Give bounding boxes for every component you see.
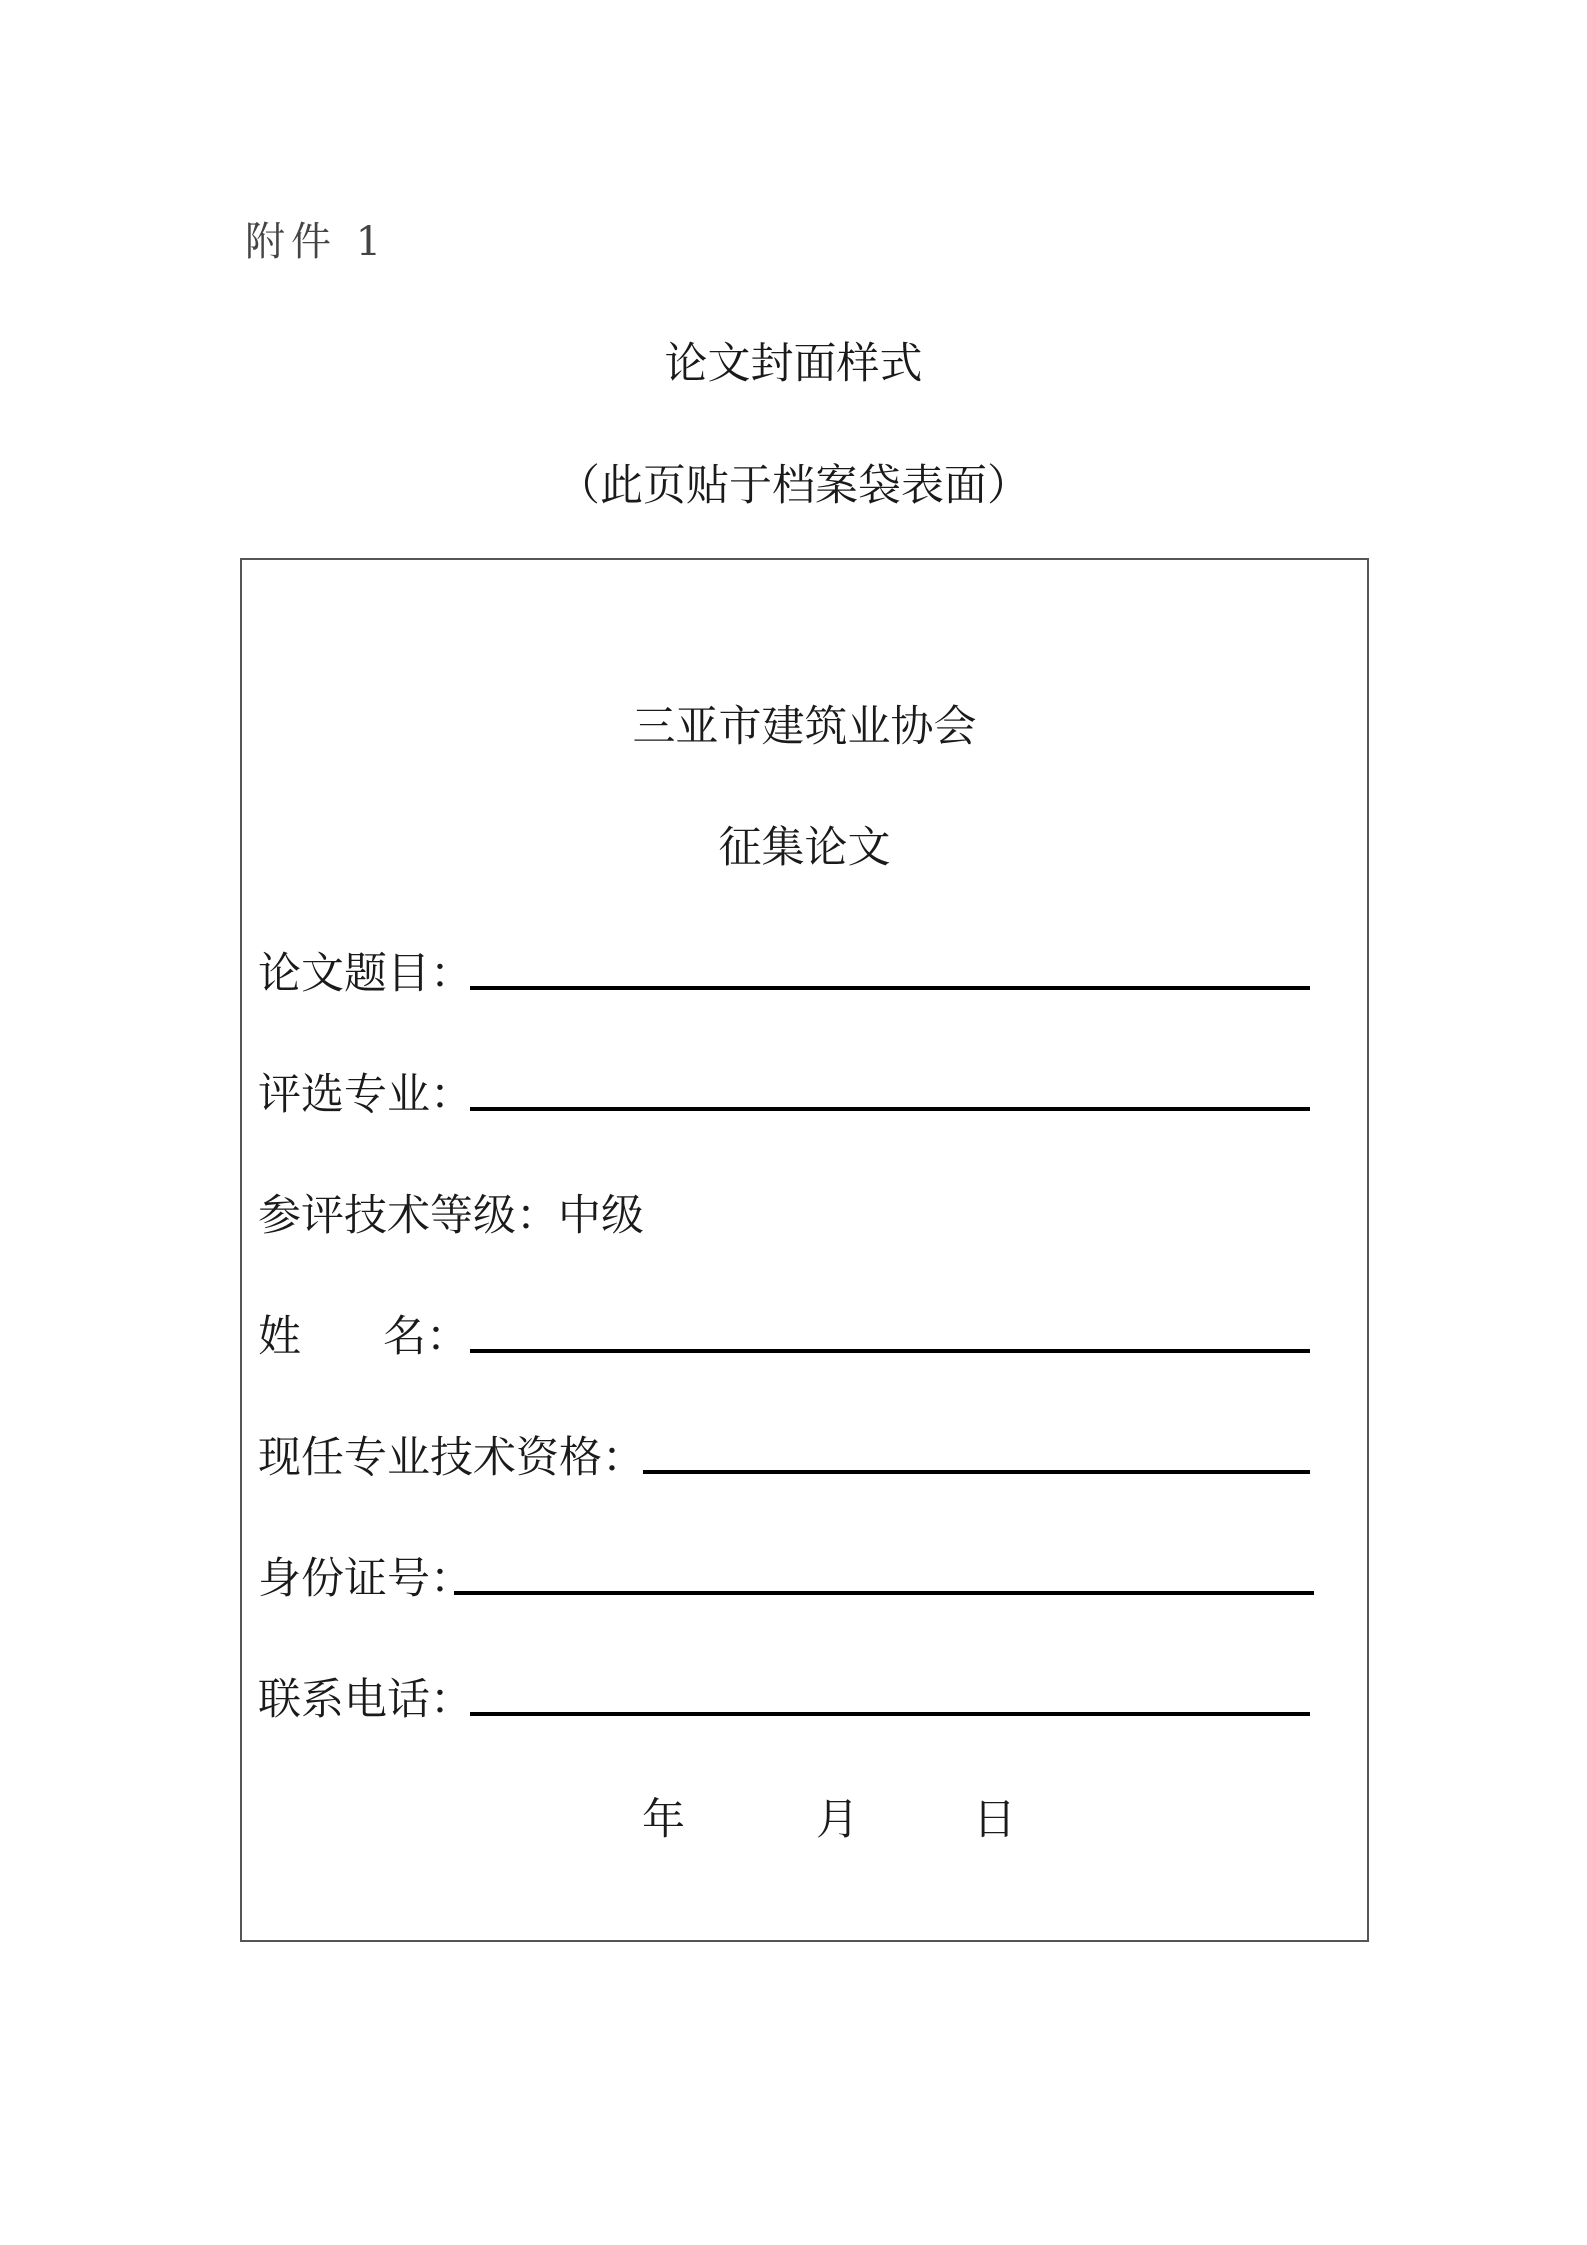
attachment-label: 附件 1 xyxy=(245,219,388,265)
field-label: 论文题目： xyxy=(258,949,473,999)
organization-name: 三亚市建筑业协会 xyxy=(632,702,977,752)
field-label: 参评技术等级： xyxy=(258,1191,559,1241)
date-year-label: 年 xyxy=(642,1795,685,1845)
qualification-input-line[interactable] xyxy=(643,1470,1310,1474)
field-id-number xyxy=(258,1545,1358,1605)
phone-input-line[interactable] xyxy=(470,1712,1310,1716)
specialty-input-line[interactable] xyxy=(470,1107,1310,1111)
name-input-line[interactable] xyxy=(470,1349,1310,1353)
date-month-label: 月 xyxy=(816,1795,859,1845)
field-label: 联系电话： xyxy=(258,1675,473,1725)
field-label: 身份证号： xyxy=(258,1554,473,1604)
field-tech-level xyxy=(258,1182,1358,1242)
id-number-input-line[interactable] xyxy=(454,1591,1314,1595)
field-label: 评选专业： xyxy=(258,1070,473,1120)
field-name xyxy=(258,1303,1358,1363)
field-phone xyxy=(258,1666,1358,1726)
field-label: 姓 名： xyxy=(258,1312,470,1362)
collection-title: 征集论文 xyxy=(718,823,891,873)
field-label: 现任专业技术资格： xyxy=(258,1433,645,1483)
cover-form-box xyxy=(240,558,1369,1942)
document-title: 论文封面样式 xyxy=(664,339,923,389)
document-subtitle: （此页贴于档案袋表面） xyxy=(557,461,1030,511)
paper-title-input-line[interactable] xyxy=(470,986,1310,990)
tech-level-value: 中级 xyxy=(558,1191,644,1241)
date-day-label: 日 xyxy=(973,1795,1016,1845)
field-paper-title xyxy=(258,940,1358,1000)
field-specialty xyxy=(258,1061,1358,1121)
field-current-qualification xyxy=(258,1424,1358,1484)
